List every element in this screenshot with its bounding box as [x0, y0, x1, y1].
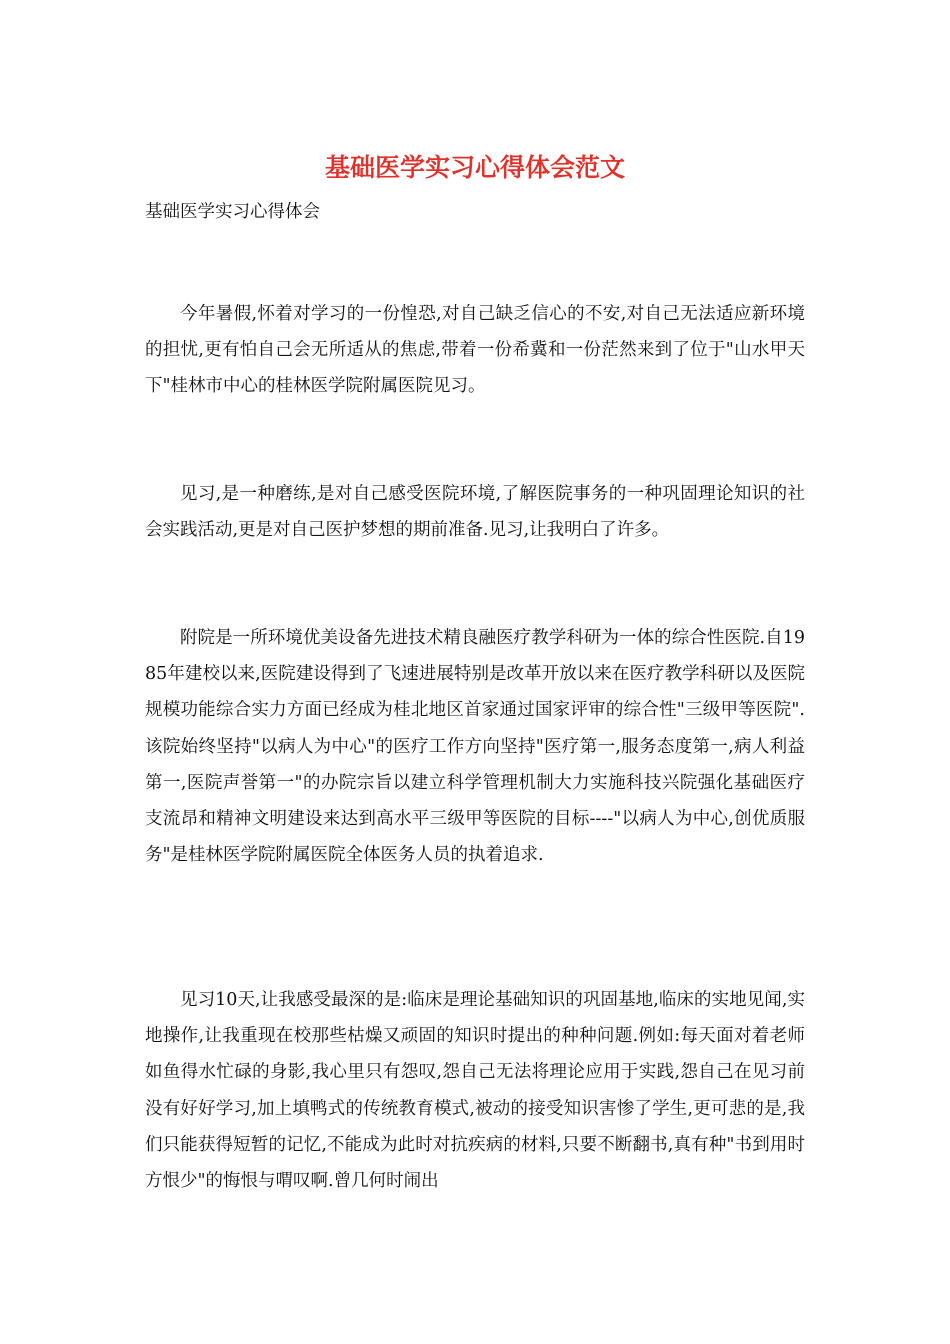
- paragraph-1: 今年暑假,怀着对学习的一份惶恐,对自己缺乏信心的不安,对自己无法适应新环境的担忧,更有怕自己会无所适从的焦虑,带着一份希冀和一份茫然来到了位于"山水甲天下"桂林市中心的桂林医学院附属医院见习。: [145, 304, 805, 397]
- paragraph-4: 见习10天,让我感受最深的是:临床是理论基础知识的巩固基地,临床的实地见闻,实地操作,让我重现在校那些枯燥又顽固的知识时提出的种种问题.例如:每天面对着老师如鱼得水忙碌的身影,我心里只有怨叹,怨自己无法将理论应用于实践,怨自己在见习前没有好好学习,加上填鸭式的传统教育模式,被动的接受知识害惨了学生,更可悲的是,我们只能获得短暂的记忆,不能成为此时对抗疾病的材料,只要不断翻书,真有种"书到用时方恨少"的悔恨与喟叹啊.曾几何时闹出: [145, 990, 805, 1192]
- document-title: 基础医学实习心得体会范文: [324, 153, 625, 182]
- paragraph-3: 附院是一所环境优美设备先进技术精良融医疗教学科研为一体的综合性医院.自1985年建校以来,医院建设得到了飞速进展特别是改革开放以来在医疗教学科研以及医院规模功能综合实力方面已经成为桂北地区首家通过国家评审的综合性"三级甲等医院".该院始终坚持"以病人为中心"的医疗工作方向坚持"医疗第一,服务态度第一,病人利益第一,医院声誉第一"的办院宗旨以建立科学管理机制大力实施科技兴院强化基础医疗支流昂和精神文明建设来达到高水平三级甲等医院的目标----"以病人为中心,创优质服务"是桂林医学院附属医院全体医务人员的执着追求.: [145, 628, 805, 866]
- paragraph-2: 见习,是一种磨练,是对自己感受医院环境,了解医院事务的一种巩固理论知识的社会实践活动,更是对自己医护梦想的期前准备.见习,让我明白了许多。: [145, 484, 805, 541]
- document-subtitle: 基础医学实习心得体会: [145, 202, 320, 222]
